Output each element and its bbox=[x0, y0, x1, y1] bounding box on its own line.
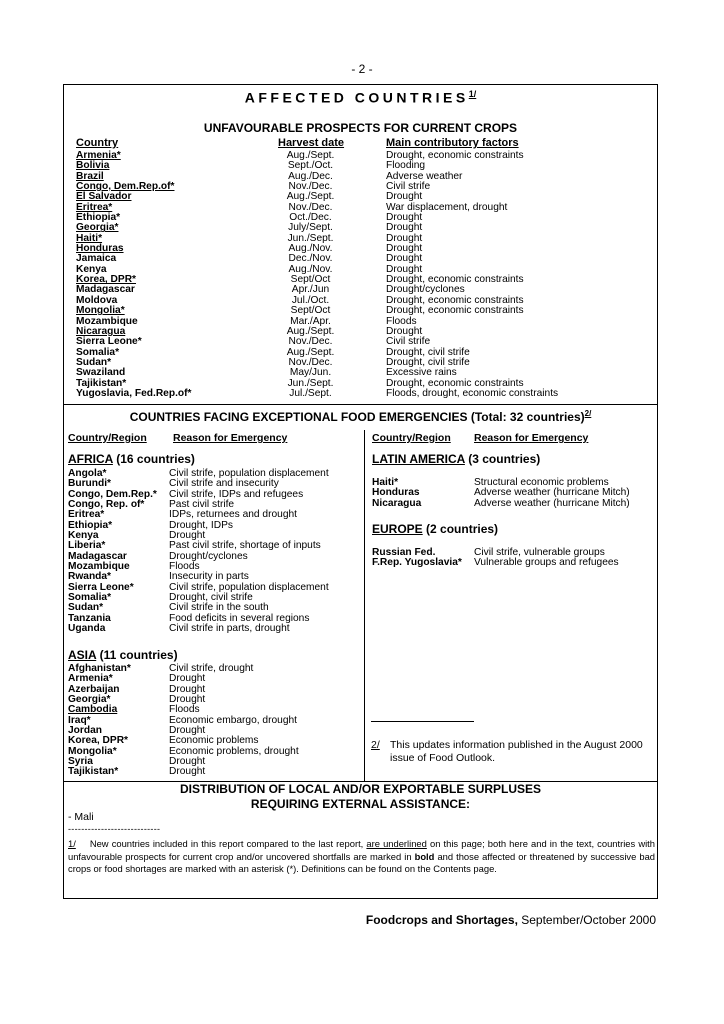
table-row bbox=[76, 327, 636, 337]
footer-publication: Foodcrops and Shortages, bbox=[365, 913, 518, 927]
em-col-country-right: Country/Region bbox=[372, 432, 451, 444]
country-cell: Rwanda* bbox=[68, 571, 112, 583]
reason-cell: Economic problems, drought bbox=[169, 745, 299, 757]
harvest-cell: Dec./Nov. bbox=[288, 253, 333, 265]
reason-cell: Drought bbox=[169, 766, 206, 778]
harvest-cell: Sept/Oct bbox=[290, 274, 331, 286]
country-cell: Armenia* bbox=[68, 673, 113, 685]
country-cell: Brazil bbox=[76, 170, 104, 182]
country-cell: Afghanistan* bbox=[68, 663, 131, 674]
list-item bbox=[372, 558, 662, 568]
country-cell: Somalia* bbox=[68, 592, 112, 604]
em-col-reason-right: Reason for Emergency bbox=[474, 432, 589, 444]
europe-list bbox=[372, 548, 662, 569]
factors-cell: Drought bbox=[386, 191, 423, 203]
surpluses-heading-line2: REQUIRING EXTERNAL ASSISTANCE: bbox=[250, 797, 471, 811]
region-europe-name: EUROPE bbox=[372, 522, 423, 536]
table-row bbox=[76, 317, 636, 327]
page-footer bbox=[0, 913, 656, 927]
reason-cell: Economic problems bbox=[169, 735, 259, 747]
region-europe bbox=[372, 522, 498, 536]
factors-cell: Drought, economic constraints bbox=[386, 150, 524, 161]
reason-cell: Structural economic problems bbox=[474, 477, 609, 488]
harvest-cell: Jun./Sept. bbox=[287, 232, 334, 244]
reason-cell: Floods bbox=[169, 561, 200, 573]
harvest-cell: Oct./Dec. bbox=[289, 212, 332, 224]
region-europe-count: (2 countries) bbox=[426, 522, 499, 536]
country-cell: Tajikistan* bbox=[76, 377, 127, 389]
table-row bbox=[76, 389, 636, 399]
reason-cell: IDPs, returnees and drought bbox=[169, 509, 297, 521]
reason-cell: Civil strife in parts, drought bbox=[169, 623, 290, 635]
harvest-cell: Nov./Dec. bbox=[288, 356, 333, 368]
country-cell: Jamaica bbox=[76, 253, 117, 265]
table-row bbox=[76, 358, 636, 368]
region-africa-name: AFRICA bbox=[68, 452, 113, 466]
country-cell: Georgia* bbox=[68, 694, 111, 706]
factors-cell: Drought, civil strife bbox=[386, 356, 470, 368]
harvest-cell: Aug./Sept. bbox=[286, 150, 335, 161]
reason-cell: Past civil strife, shortage of inputs bbox=[169, 540, 321, 552]
country-cell: Congo, Dem.Rep.* bbox=[68, 488, 157, 500]
country-cell: Georgia* bbox=[76, 222, 119, 234]
country-cell: Azerbaijan bbox=[68, 683, 120, 695]
table-row bbox=[76, 244, 636, 254]
reason-cell: Civil strife, IDPs and refugees bbox=[169, 488, 304, 500]
factors-cell: Drought bbox=[386, 212, 423, 224]
crops-col-harvest: Harvest date bbox=[278, 137, 345, 149]
page-number: - 2 - bbox=[351, 62, 373, 76]
region-latin-america-name: LATIN AMERICA bbox=[372, 452, 465, 466]
factors-cell: Excessive rains bbox=[386, 367, 457, 379]
harvest-cell: Sept./Oct. bbox=[287, 160, 334, 172]
country-cell: Madagascar bbox=[68, 550, 127, 562]
footnote-2-number: 2/ bbox=[371, 739, 380, 751]
country-cell: Tajikistan* bbox=[68, 766, 119, 778]
factors-cell: Drought, economic constraints bbox=[386, 305, 524, 317]
region-africa-count: (16 countries) bbox=[116, 452, 195, 466]
region-asia-count: (11 countries) bbox=[99, 648, 178, 662]
country-cell: Nicaragua bbox=[76, 325, 126, 337]
africa-list bbox=[68, 469, 358, 635]
harvest-cell: Aug./Sept. bbox=[286, 191, 335, 203]
region-asia-name: ASIA bbox=[68, 648, 97, 662]
table-row bbox=[76, 234, 636, 244]
reason-cell: Civil strife in the south bbox=[169, 602, 269, 614]
table-row bbox=[76, 182, 636, 192]
harvest-cell: Nov./Dec. bbox=[288, 201, 333, 213]
reason-cell: Civil strife, vulnerable groups bbox=[474, 547, 605, 558]
country-cell: Congo, Rep. of* bbox=[68, 499, 145, 511]
region-latin-america bbox=[372, 452, 540, 466]
country-cell: Eritrea* bbox=[68, 509, 105, 521]
factors-cell: Drought, economic constraints bbox=[386, 274, 524, 286]
footnote-1-part3: and those affected or threatened by successive bad crops or food shortages are marked with an asterisk (*). Definitions can be found on the Contents page. bbox=[68, 850, 656, 874]
country-cell: Yugoslavia, Fed.Rep.of* bbox=[76, 387, 192, 399]
surpluses-heading bbox=[63, 782, 658, 812]
harvest-cell: Aug./Dec. bbox=[288, 170, 333, 182]
factors-cell: Drought bbox=[386, 222, 423, 234]
table-row bbox=[76, 306, 636, 316]
table-row bbox=[76, 192, 636, 202]
country-cell: Syria bbox=[68, 756, 93, 768]
crops-table bbox=[76, 151, 636, 399]
surpluses-heading-line1: DISTRIBUTION OF LOCAL AND/OR EXPORTABLE SURPLUSES bbox=[179, 782, 542, 796]
factors-cell: Drought, economic constraints bbox=[386, 377, 524, 389]
list-item bbox=[68, 624, 358, 634]
reason-cell: Drought bbox=[169, 756, 206, 768]
reason-cell: Civil strife, drought bbox=[169, 663, 254, 674]
title-footnote-ref: 1/ bbox=[468, 89, 477, 99]
reason-cell: Civil strife, population displacement bbox=[169, 581, 329, 593]
table-row bbox=[76, 296, 636, 306]
country-cell: Burundi* bbox=[68, 478, 112, 490]
factors-cell: Drought, civil strife bbox=[386, 346, 470, 358]
crops-col-country: Country bbox=[76, 137, 119, 149]
surplus-item: - Mali bbox=[68, 811, 94, 823]
country-cell: Mongolia* bbox=[76, 305, 125, 317]
country-cell: Armenia* bbox=[76, 150, 121, 161]
footnote-1-number: 1/ bbox=[68, 838, 76, 849]
country-cell: Kenya bbox=[68, 530, 99, 542]
harvest-cell: Aug./Sept. bbox=[286, 346, 335, 358]
factors-cell: Drought/cyclones bbox=[386, 284, 465, 296]
country-cell: Sierra Leone* bbox=[68, 581, 134, 593]
list-item bbox=[68, 521, 358, 531]
list-item bbox=[68, 767, 358, 777]
harvest-cell: July/Sept. bbox=[288, 222, 333, 234]
country-cell: Honduras bbox=[372, 487, 420, 499]
country-cell: Mongolia* bbox=[68, 745, 117, 757]
title-text: AFFECTED COUNTRIES bbox=[244, 89, 469, 106]
reason-cell: Drought bbox=[169, 694, 206, 706]
footnote-1-bold: bold bbox=[414, 850, 435, 862]
harvest-cell: Jul./Sept. bbox=[289, 387, 332, 399]
reason-cell: Insecurity in parts bbox=[169, 571, 249, 583]
country-cell: Haiti* bbox=[76, 232, 103, 244]
footnote-1-part1: New countries included in this report compared to the last report, bbox=[89, 838, 364, 849]
list-item bbox=[372, 499, 662, 509]
em-col-country-left: Country/Region bbox=[68, 432, 147, 444]
country-cell: Mozambique bbox=[68, 561, 130, 573]
country-cell: Korea, DPR* bbox=[68, 735, 129, 747]
reason-cell: Adverse weather (hurricane Mitch) bbox=[474, 487, 630, 499]
country-cell: Honduras bbox=[76, 243, 124, 255]
factors-cell: Civil strife bbox=[386, 336, 431, 348]
factors-cell: Drought bbox=[386, 263, 423, 275]
factors-cell: Floods, drought, economic constraints bbox=[386, 387, 559, 399]
country-cell: Sierra Leone* bbox=[76, 336, 142, 348]
emergencies-heading-text: COUNTRIES FACING EXCEPTIONAL FOOD EMERGENCIES (Total: 32 countries) bbox=[129, 410, 585, 424]
list-item bbox=[68, 685, 358, 695]
table-row bbox=[76, 213, 636, 223]
region-africa bbox=[68, 452, 195, 466]
footnote-rule bbox=[371, 721, 474, 722]
table-row bbox=[76, 275, 636, 285]
reason-cell: Drought, IDPs bbox=[169, 519, 233, 531]
harvest-cell: May/Jun. bbox=[289, 367, 332, 379]
reason-cell: Drought bbox=[169, 530, 206, 542]
factors-cell: Drought bbox=[386, 232, 423, 244]
harvest-cell: Mar./Apr. bbox=[290, 315, 331, 327]
country-cell: El Salvador bbox=[76, 191, 132, 203]
country-cell: Madagascar bbox=[76, 284, 135, 296]
country-cell: Haiti* bbox=[372, 477, 399, 488]
reason-cell: Food deficits in several regions bbox=[169, 612, 310, 624]
table-row bbox=[76, 203, 636, 213]
factors-cell: Drought bbox=[386, 243, 423, 255]
table-row bbox=[76, 254, 636, 264]
country-cell: Swaziland bbox=[76, 367, 126, 379]
table-row bbox=[76, 265, 636, 275]
country-cell: Sudan* bbox=[76, 356, 112, 368]
factors-cell: War displacement, drought bbox=[386, 201, 508, 213]
reason-cell: Civil strife, population displacement bbox=[169, 468, 329, 479]
crops-heading: UNFAVOURABLE PROSPECTS FOR CURRENT CROPS bbox=[203, 121, 518, 135]
country-cell: Ethiopia* bbox=[68, 519, 113, 531]
region-asia bbox=[68, 648, 178, 662]
reason-cell: Drought, civil strife bbox=[169, 592, 253, 604]
country-cell: Korea, DPR* bbox=[76, 274, 137, 286]
table-row bbox=[76, 368, 636, 378]
country-cell: Mozambique bbox=[76, 315, 138, 327]
divider bbox=[63, 404, 658, 405]
footer-date: September/October 2000 bbox=[521, 913, 656, 927]
table-row bbox=[76, 151, 636, 161]
table-row bbox=[76, 223, 636, 233]
factors-cell: Floods bbox=[386, 315, 417, 327]
reason-cell: Drought bbox=[169, 725, 206, 737]
harvest-cell: Aug./Sept. bbox=[286, 325, 335, 337]
em-col-reason-left: Reason for Emergency bbox=[173, 432, 288, 444]
table-row bbox=[76, 161, 636, 171]
country-cell: Jordan bbox=[68, 725, 102, 737]
footnote-2-text: This updates information published in the August 2000 issue of Food Outlook. bbox=[390, 739, 643, 764]
country-cell: Russian Fed. bbox=[372, 547, 436, 558]
country-cell: Tanzania bbox=[68, 612, 111, 624]
harvest-cell: Aug./Nov. bbox=[288, 263, 333, 275]
reason-cell: Past civil strife bbox=[169, 499, 235, 511]
reason-cell: Civil strife and insecurity bbox=[169, 478, 279, 490]
factors-cell: Flooding bbox=[386, 160, 426, 172]
list-item bbox=[68, 716, 358, 726]
country-cell: Nicaragua bbox=[372, 497, 422, 509]
harvest-cell: Sept/Oct bbox=[290, 305, 331, 317]
harvest-cell: Nov./Dec. bbox=[288, 336, 333, 348]
factors-cell: Adverse weather bbox=[386, 170, 463, 182]
factors-cell: Drought bbox=[386, 253, 423, 265]
harvest-cell: Jun./Sept. bbox=[287, 377, 334, 389]
country-cell: Congo, Dem.Rep.of* bbox=[76, 181, 175, 193]
country-cell: Liberia* bbox=[68, 540, 106, 552]
country-cell: Somalia* bbox=[76, 346, 120, 358]
reason-cell: Adverse weather (hurricane Mitch) bbox=[474, 497, 630, 509]
footnote-1-underlined: are underlined bbox=[366, 838, 427, 849]
country-cell: Sudan* bbox=[68, 602, 104, 614]
country-cell: Kenya bbox=[76, 263, 107, 275]
harvest-cell: Jul./Oct. bbox=[291, 294, 330, 306]
crops-col-factors: Main contributory factors bbox=[386, 137, 519, 149]
reason-cell: Drought/cyclones bbox=[169, 550, 248, 562]
harvest-cell: Apr./Jun bbox=[291, 284, 330, 296]
table-row bbox=[76, 285, 636, 295]
country-cell: Cambodia bbox=[68, 704, 118, 716]
region-latin-america-count: (3 countries) bbox=[468, 452, 541, 466]
page-title bbox=[63, 89, 658, 106]
country-cell: Angola* bbox=[68, 468, 107, 479]
reason-cell: Drought bbox=[169, 683, 206, 695]
country-cell: Eritrea* bbox=[76, 201, 113, 213]
footnote-1-part2: on this page; both here and in the text, countries with unfavourable prospects for current crop and/or uncovered shortfalls are marked in bbox=[68, 838, 655, 862]
harvest-cell: Nov./Dec. bbox=[288, 181, 333, 193]
table-row bbox=[76, 348, 636, 358]
country-cell: Ethiopia* bbox=[76, 212, 121, 224]
emergencies-heading bbox=[63, 409, 658, 424]
country-cell: F.Rep. Yugoslavia* bbox=[372, 557, 462, 569]
reason-cell: Vulnerable groups and refugees bbox=[474, 557, 619, 569]
harvest-cell: Aug./Nov. bbox=[288, 243, 333, 255]
factors-cell: Drought bbox=[386, 325, 423, 337]
country-cell: Iraq* bbox=[68, 714, 91, 726]
list-item bbox=[68, 747, 358, 757]
factors-cell: Drought, economic constraints bbox=[386, 294, 524, 306]
country-cell: Bolivia bbox=[76, 160, 110, 172]
column-divider bbox=[364, 430, 365, 781]
table-row bbox=[76, 337, 636, 347]
reason-cell: Floods bbox=[169, 704, 200, 716]
reason-cell: Drought bbox=[169, 673, 206, 685]
country-cell: Uganda bbox=[68, 623, 106, 635]
latin-america-list bbox=[372, 478, 662, 509]
separator: ---------------------------- bbox=[68, 824, 161, 834]
factors-cell: Civil strife bbox=[386, 181, 431, 193]
asia-list bbox=[68, 664, 358, 778]
emergencies-footnote-ref: 2/ bbox=[584, 409, 592, 418]
reason-cell: Economic embargo, drought bbox=[169, 714, 297, 726]
footnote-1 bbox=[68, 838, 655, 876]
country-cell: Moldova bbox=[76, 294, 118, 306]
